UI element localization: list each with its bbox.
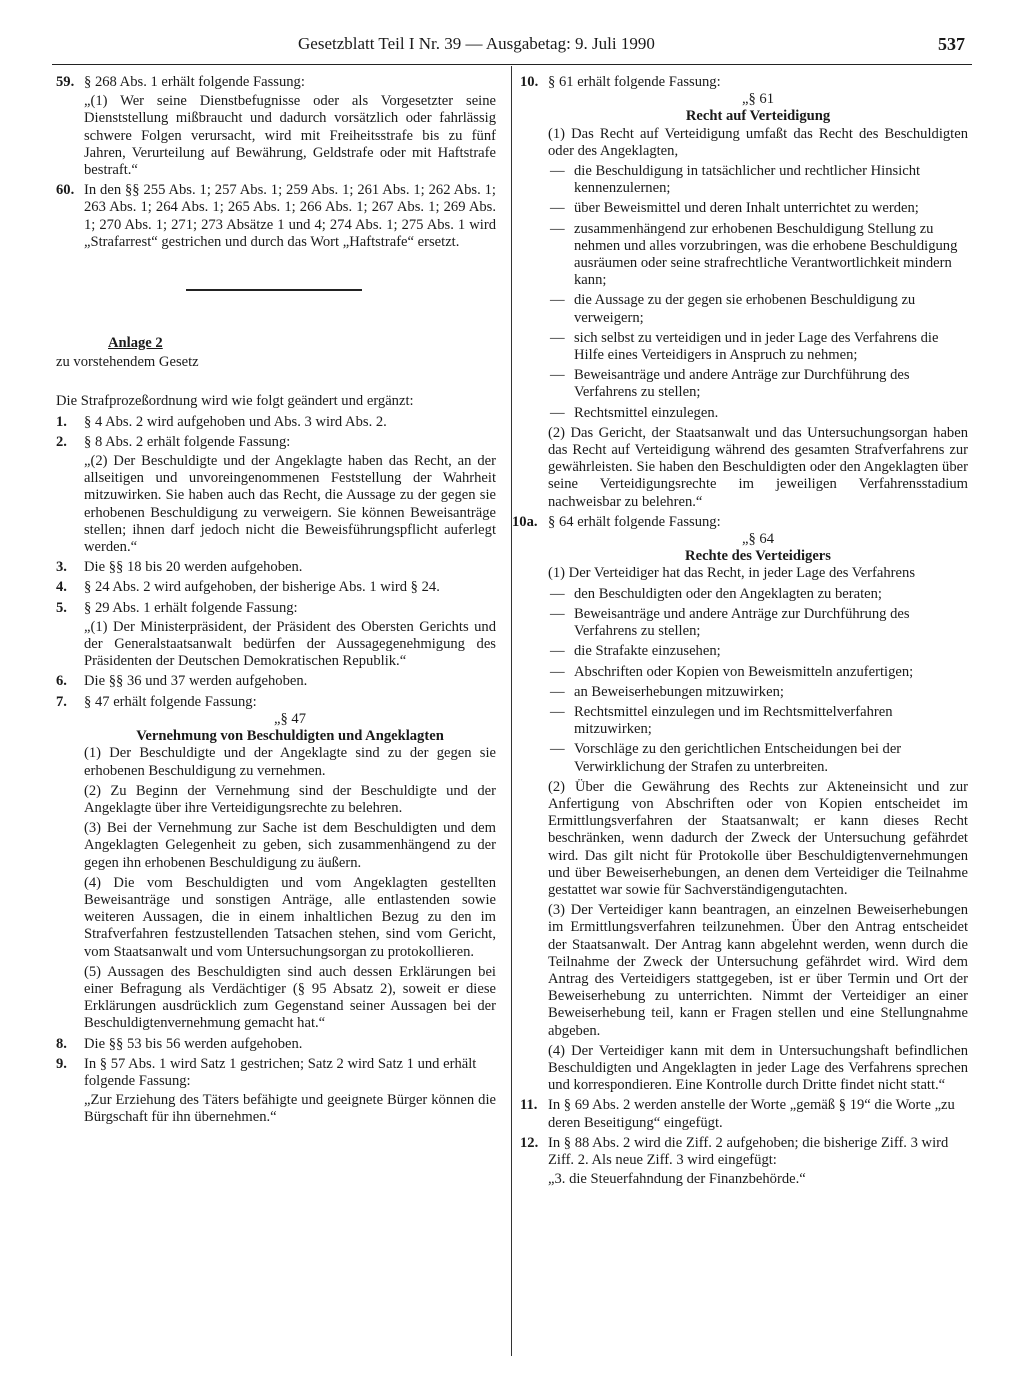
paragraph-clause: (4) Der Verteidiger kann mit dem in Untersuchungshaft befindlichen Beschuldigten und Angeklagten in jeder Lage des Verfahrens sprechen und korrespondieren. Eine Kontrolle durch Dritte findet nicht statt.“ — [548, 1042, 968, 1094]
item-text: § 64 erhält folgende Fassung: — [548, 513, 721, 530]
item-number: 59. — [56, 74, 75, 90]
item-6 — [56, 673, 496, 690]
header-title: Gesetzblatt Teil I Nr. 39 — Ausgabetag: 9. Juli 1990 — [298, 34, 655, 53]
dash-item: — Beweisanträge und andere Anträge zur Durchführung des Verfahrens zu stellen; — [548, 367, 968, 401]
paragraph-heading: „§ 61 — [741, 91, 775, 108]
item-text: § 61 erhält folgende Fassung: — [548, 74, 721, 90]
item-text: Die §§ 18 bis 20 werden aufgehoben. — [84, 559, 303, 576]
item-quote: „(1) Der Ministerpräsident, der Präsident des Obersten Gerichts und der Generalstaatsanwalt bedürfen der Aussagegenehmigung des Präsidenten der Deutschen Demokratischen Republik.“ — [84, 618, 496, 670]
paragraph-title: Recht auf Verteidigung — [685, 108, 831, 125]
item-11 — [520, 1097, 968, 1131]
item-10a — [512, 513, 968, 1095]
dash-item: — die Strafakte einzusehen; — [548, 643, 968, 660]
dash-item: — den Beschuldigten oder den Angeklagten zu beraten; — [548, 586, 968, 603]
item-text: § 47 erhält folgende Fassung: — [84, 693, 257, 710]
item-8 — [56, 1036, 496, 1053]
item-text: In § 69 Abs. 2 werden anstelle der Worte „gemäß § 19“ die Worte „zu deren Beseitigung“ eingefügt. — [548, 1097, 955, 1131]
paragraph-heading: „§ 64 — [741, 531, 775, 548]
paragraph-clause: (1) Der Verteidiger hat das Recht, in jeder Lage des Verfahrens — [548, 565, 915, 582]
item-quote: „(2) Der Beschuldigte und der Angeklagte haben das Recht, an der allseitigen und unvoreingenommenen Feststellung der Wahrheit mitzuwirken. Sie haben auch das Recht, die Aussage zu der gegen sie erhobenen Beschuldigung zu verweigern. Sie können Beweisanträge stellen; ihnen darf jedoch nicht die Beweisführungspflicht auferlegt werden.“ — [84, 453, 496, 556]
dash-item: — sich selbst zu verteidigen und in jeder Lage des Verfahrens die Hilfe eines Verteidigers in Anspruch zu nehmen; — [548, 330, 968, 364]
item-number: 10a. — [512, 513, 538, 530]
anlage-title: Anlage 2 — [108, 335, 163, 352]
dash-item: — Rechtsmittel einzulegen und im Rechtsmittelverfahren mitzuwirken; — [548, 704, 968, 738]
item-text: § 4 Abs. 2 wird aufgehoben und Abs. 3 wird Abs. 2. — [84, 413, 387, 430]
paragraph-title: Vernehmung von Beschuldigten und Angeklagten — [136, 728, 444, 745]
item-number: 12. — [520, 1134, 539, 1151]
paragraph-clause: (4) Die vom Beschuldigten und vom Angeklagten gestellten Beweisanträge und sonstigen Anträge, alle entlastenden sowie weiteren Aussagen, die in einem inhaltlichen Bezug zu den im Strafverfahren festzustellenden Tatsachen stehen, sind vom Gericht, vom Staatsanwalt und vom Untersuchungsorgan zu protokollieren. — [84, 874, 496, 960]
item-quote: „3. die Steuerfahndung der Finanzbehörde.“ — [548, 1171, 806, 1188]
intro-text: Die Strafprozeßordnung wird wie folgt geändert und ergänzt: — [56, 393, 414, 410]
paragraph-clause: (2) Zu Beginn der Vernehmung sind der Beschuldigte und der Angeklagte über ihre Verteidigungsrechte zu belehren. — [84, 782, 496, 816]
item-number: 3. — [56, 559, 67, 576]
item-9 — [56, 1056, 496, 1127]
dash-item: — an Beweiserhebungen mitzuwirken; — [548, 684, 968, 701]
item-text: Die §§ 36 und 37 werden aufgehoben. — [84, 673, 308, 690]
item-number: 11. — [520, 1097, 538, 1114]
dash-item: — Rechtsmittel einzulegen. — [548, 405, 968, 422]
paragraph-clause: (3) Bei der Vernehmung zur Sache ist dem Beschuldigten und dem Angeklagten Gelegenheit zu geben, sich zusammenhängend zu der gegen ihn erhobenen Beschuldigung zu äußern. — [84, 820, 496, 871]
item-text: § 268 Abs. 1 erhält folgende Fassung: — [84, 74, 305, 90]
item-quote: „Zur Erziehung des Täters befähigte und geeignete Bürger können die Bürgschaft für ihn übernehmen.“ — [84, 1092, 496, 1126]
item-number: 9. — [56, 1055, 67, 1072]
header-rule — [52, 64, 972, 65]
item-text: In den §§ 255 Abs. 1; 257 Abs. 1; 259 Abs. 1; 261 Abs. 1; 262 Abs. 1; 263 Abs. 1; 264 Abs. 1; 265 Abs. 1; 266 Abs. 1; 267 Abs. 1; 269 Abs. 1; 270 Abs. 1; 271; 273 Absätze 1 und 4; 274 Abs. 1; 275 Abs. 1 wird „Strafarrest“ gestrichen und durch das Wort „Haftstrafe“ ersetzt. — [84, 182, 496, 250]
item-1 — [56, 414, 496, 431]
item-text: § 24 Abs. 2 wird aufgehoben, der bisherige Abs. 1 wird § 24. — [84, 579, 440, 596]
paragraph-clause: (3) Der Verteidiger kann beantragen, an einzelnen Beweiserhebungen im Ermittlungsverfahren teilzunehmen. Über den Antrag entscheidet der Staatsanwalt. Der Antrag kann abgelehnt werden, wenn durch die Teilnahme der Zweck der Untersuchung gefährdet wird. Wird dem Antrag des Verteidigers stattgegeben, ist er über Termin und Ort der Beweiserhebung zu unterrichten. Nimmt der Verteidiger an einer Beweiserhebung teil, kann er Fragen stellen und eine Stellungnahme abgeben. — [548, 902, 968, 1039]
paragraph-title: Rechte des Verteidigers — [685, 548, 831, 565]
paragraph-clause: (2) Das Gericht, der Staatsanwalt und das Untersuchungsorgan haben das Recht auf Verteidigung während des gesamten Strafverfahrens zur gewährleisten. Sie haben den Beschuldigten oder den Angeklagten über seine Verteidigungsrechte im jeweiligen Verfahrensstadium nachweisbar zu belehren.“ — [548, 424, 968, 510]
anlage-subtitle: zu vorstehendem Gesetz — [56, 354, 199, 371]
item-number: 2. — [56, 433, 67, 450]
item-7 — [56, 694, 496, 1033]
item-59 — [56, 74, 496, 179]
paragraph-heading: „§ 47 — [273, 710, 307, 727]
paragraph-clause: (1) Das Recht auf Verteidigung umfaßt das Recht des Beschuldigten oder des Angeklagten, — [548, 125, 968, 159]
item-text: § 29 Abs. 1 erhält folgende Fassung: — [84, 599, 298, 616]
item-quote: „(1) Wer seine Dienstbefugnisse oder als Vorgesetzter seine Dienststellung mißbraucht und dadurch vorsätzlich oder fahrlässig schwere Folgen verursacht, wird mit Freiheitsstrafe bis zu fünf Jahren, Verurteilung auf Bewährung, Geldstrafe oder mit Haftstrafe bestraft.“ — [84, 93, 496, 179]
item-text: § 8 Abs. 2 erhält folgende Fassung: — [84, 433, 291, 450]
dash-item: — die Aussage zu der gegen sie erhobenen Beschuldigung zu verweigern; — [548, 292, 968, 326]
dash-item: — zusammenhängend zur erhobenen Beschuldigung Stellung zu nehmen und alles vorzubringen, was die erhobene Beschuldigung ausräumen oder seine strafrechtliche Verantwortlichkeit mindern kann; — [548, 221, 968, 290]
dash-item: — über Beweismittel und deren Inhalt unterrichtet zu werden; — [548, 200, 968, 217]
paragraph-clause: (2) Über die Gewährung des Rechts zur Akteneinsicht und zur Anfertigung von Abschriften oder von Kopien entscheidet im Ermittlungsverfahren der Staatsanwalt; er kann dieses Recht beschränken, wenn dadurch der Zweck der Untersuchung gefährdet wird. Das gilt nicht für Protokolle über Beschuldigtenvernehmungen und über Beweiserhebungen, an denen dem Verteidiger die Teilnahme gestattet war sowie für Sachverständigengutachten. — [548, 778, 968, 898]
paragraph-clause: (1) Der Beschuldigte und der Angeklagte sind zu der gegen sie erhobenen Beschuldigung zu vernehmen. — [84, 745, 496, 779]
page-number: 537 — [938, 34, 965, 54]
left-column — [56, 74, 496, 1130]
right-column — [512, 74, 968, 1191]
section-separator — [186, 289, 362, 291]
dash-item: — die Beschuldigung in tatsächlicher und rechtlicher Hinsicht kennenzulernen; — [548, 163, 968, 197]
item-number: 60. — [56, 182, 75, 199]
column-divider — [511, 66, 512, 1356]
item-12 — [520, 1135, 968, 1189]
item-number: 4. — [56, 579, 67, 596]
item-number: 1. — [56, 413, 67, 430]
item-5 — [56, 600, 496, 671]
page-header — [0, 0, 1024, 72]
item-4 — [56, 579, 496, 596]
item-text: In § 88 Abs. 2 wird die Ziff. 2 aufgehoben; die bisherige Ziff. 3 wird Ziff. 2. Als neue Ziff. 3 wird eingefügt: — [548, 1134, 949, 1168]
item-60 — [56, 182, 496, 251]
item-number: 10. — [520, 74, 539, 90]
item-2 — [56, 434, 496, 556]
paragraph-clause: (5) Aussagen des Beschuldigten sind auch dessen Erklärungen bei einer Befragung als Verdächtiger (§ 95 Absatz 2), soweit er diese Erklärungen ausdrücklich zum Gegenstand seiner Aussagen bei der Beschuldigtenvernehmung gemacht hat.“ — [84, 963, 496, 1032]
item-3 — [56, 559, 496, 576]
item-text: In § 57 Abs. 1 wird Satz 1 gestrichen; Satz 2 wird Satz 1 und erhält folgende Fassung: — [84, 1055, 477, 1089]
item-number: 6. — [56, 673, 67, 690]
dash-item: — Beweisanträge und andere Anträge zur Durchführung des Verfahrens zu stellen; — [548, 606, 968, 640]
item-text: Die §§ 53 bis 56 werden aufgehoben. — [84, 1035, 303, 1052]
item-number: 7. — [56, 693, 67, 710]
dash-item: — Abschriften oder Kopien von Beweismitteln anzufertigen; — [548, 664, 968, 681]
item-number: 8. — [56, 1035, 67, 1052]
item-10 — [520, 74, 968, 511]
item-number: 5. — [56, 599, 67, 616]
dash-item: — Vorschläge zu den gerichtlichen Entscheidungen bei der Verwirklichung der Strafen zu unterbreiten. — [548, 741, 968, 775]
